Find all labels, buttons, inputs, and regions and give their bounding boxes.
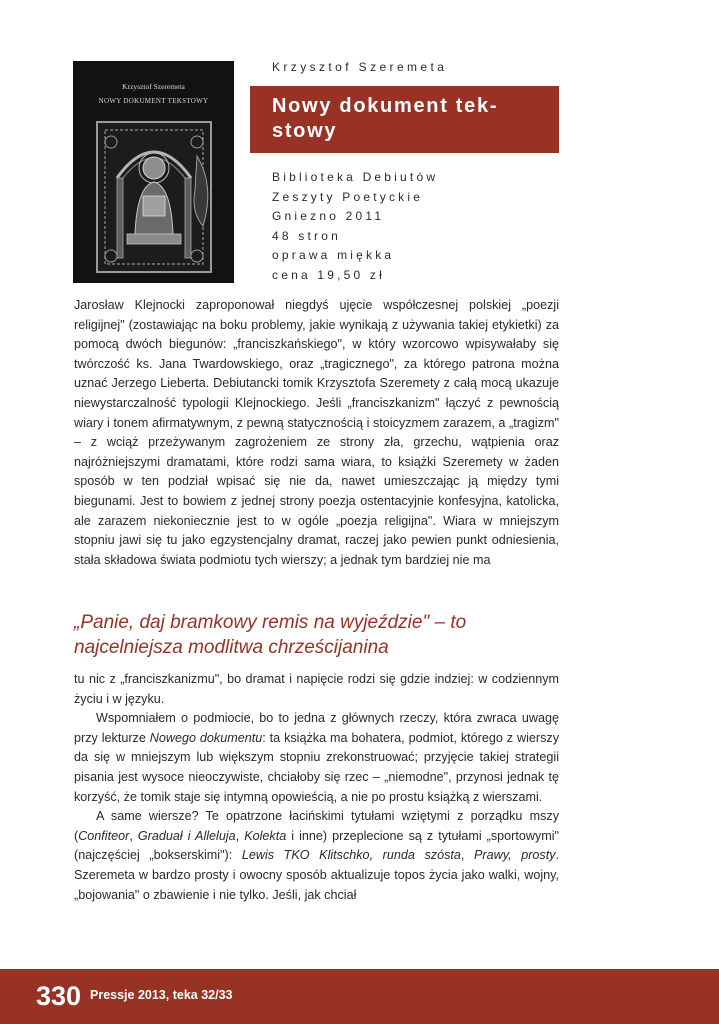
review-author: Krzysztof Szeremeta	[272, 60, 448, 74]
paragraph-4: A same wiersze? Te opatrzone łacińskimi tytułami wziętymi z porządku mszy (Confiteor, Graduał i Alleluja, Kolekta i inne) przeplecione są z tytułami „sportowymi" (najczęściej „bokserskimi"): Lewis TKO Klitschko, runda szósta, Prawy, prosty. Szeremeta w bardzo prosty i owocny sposób aktualizuje topos życia jako walki, wojny, „bojowania" o zbawienie i nie tylko. Jeśli, jak chciał	[74, 809, 560, 902]
review-title: Nowy dokument tek-stowy	[272, 95, 499, 142]
article-body-bottom	[74, 670, 559, 905]
cover-illustration	[87, 116, 221, 276]
detail-binding: oprawa miękka	[272, 248, 395, 262]
book-details	[272, 168, 438, 285]
paragraph-3: Wspomniałem o podmiocie, bo to jedna z głównych rzeczy, która zwraca uwagę przy lekturze Nowego dokumentu: ta książka ma bohatera, podmiot, którego z wierszy da się w mniejszym lub większym stopniu zrekonstruować; przyjęcie takiej strategii pisania jest wysoce nieoczywiste, chciałoby się rzec – „niemodne", przynosi jednak tę korzyść, że tomik staje się intymną opowieścią, a nie po prostu książką z wierszami.	[74, 711, 559, 804]
detail-place-year: Gniezno 2011	[272, 209, 385, 223]
article-body-top	[74, 296, 559, 570]
detail-price: cena 19,50 zł	[272, 267, 385, 282]
detail-series: Biblioteka Debiutów	[272, 170, 439, 184]
book-cover	[73, 61, 234, 283]
cover-title: NOWY DOKUMENT TEKSTOWY	[98, 97, 209, 105]
paragraph-1: Jarosław Klejnocki zaproponował niegdyś ujęcie współczesnej polskiej „poezji religijnej" (zostawiając na boku problemy, jakie wynikają z używania takiej etykietki) za pomocą dwóch biegunów: „franciszkańskiego", w który wzorcowo wpisywałaby się twórczość ks. Jana Twardowskiego, oraz „tragicznego", za którego patrona można uznać Jerzego Lieberta. Debiutancki tomik Krzysztofa Szeremety z całą mocą ukazuje niewystarczalność typologii Klejnockiego. Jeśli „franciszkanizm" łączyć z pewnością wiary i tonem afirmatywnym, z pewną statycznością i stoicyzmem zarazem, a „tragizm" – z wciąż przeżywanym zagrożeniem ze strony zła, grzechu, wątpienia oraz najróżniejszymi dramatami, które rodzi sama wiara, to książki Szeremety w żaden sposób w ten podział wpisać się nie da, nawet umieszczając ją między tymi biegunami. Jest to bowiem z jednej strony poezja ostentacyjnie konfesyjna, katolicka, ale zarazem niekoniecznie jest to w ogóle „poezja religijna". Wiara w mniejszym stopniu jawi się tu jako egzystencjalny dramat, raczej jako pewien punkt odniesienia, stała składowa świata podmiotu tych wierszy; a jednak tym bardziej nie ma	[74, 298, 559, 567]
paragraph-2: tu nic z „franciszkanizmu", bo dramat i napięcie rodzi się gdzie indziej: w codziennym życiu i w języku.	[74, 672, 559, 706]
cover-author: Krzysztof Szeremeta	[122, 82, 185, 91]
page-number: 330	[36, 981, 82, 1011]
detail-pages: 48 stron	[272, 228, 341, 243]
detail-publisher: Zeszyty Poetyckie	[272, 189, 424, 204]
page-footer	[0, 969, 719, 1024]
publication-info: Pressje 2013, teka 32/33	[90, 988, 233, 1002]
pull-quote: „Panie, daj bramkowy remis na wyjeździe" – to najcelniejsza modlitwa chrześcijanina	[74, 612, 467, 658]
title-banner	[250, 86, 559, 153]
